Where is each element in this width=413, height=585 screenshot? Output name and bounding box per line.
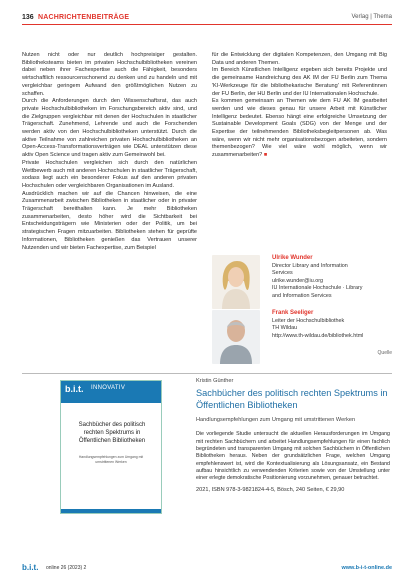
page-number: 136: [22, 14, 34, 21]
paragraph-text: Es kommen gemeinsam an Themen wie dem FU AK IM gearbeitet werden und wie dieses genau für unsere Arbeit mit Künstlicher Intelligenz bedeutet. Ebenso hängt eine erfolgreiche Umsetzung der Sustainable Development Goals (SDG) von der Menge und der Expertise der teilnehmenden Bibliotheksbegleitpersonen ab. Was wäre, wenn wir nicht mehr organisationsbezogen arbeiteten, sondern themenbezogen? Wie viel wäre wohl möglich, wenn wir zusammenarbeiten?: [212, 98, 387, 159]
paragraph: Private Hochschulen vergleichen sich durch den natürlichen Wettbewerb auch mit anderen Hochschulen in staatlicher Trägerschaft, sodass liegt auch ein besonderer Fokus auf den anderen privaten Hochschulen oder vergleichbaren Organisationen im Ausland.: [22, 159, 197, 189]
author-line: IU Internationale Hochschule · Library: [272, 285, 363, 292]
paragraph: Nutzen nicht oder nur deutlich hochpreisiger gestalten. Bibliotheksteams bieten im privaten Hochschulbibliotheken vereinen dabei neben ihrer Fachexpertise auch die Fähigkeit, besonders wirtschaftlich ressourcenschonend zu denken und zu handeln und mit vergleichbar geringem Aufwand den größtmöglichen Nutzen zu schaffen.: [22, 52, 197, 97]
header-rule: [22, 24, 392, 25]
paragraph: für die Entwicklung der digitalen Kompetenzen, den Umgang mit Big Data und anderen Themen.: [212, 52, 387, 66]
author-line: and Information Services: [272, 292, 332, 299]
cover-series: INNOVATIV: [91, 385, 126, 391]
review-author: Kristin Günther: [196, 378, 234, 384]
author-email: ulrike.wunder@iu.org: [272, 277, 324, 284]
author-info: [272, 255, 392, 301]
section-divider: [22, 373, 392, 374]
author-line: Director Library and Information: [272, 262, 348, 269]
section-title: NACHRICHTENBEITRÄGE: [38, 14, 130, 21]
author-info: [272, 310, 392, 340]
footer-logo: b.i.t.: [22, 563, 39, 572]
author-line: TH Wildau: [272, 325, 298, 332]
author-block-seeliger: [212, 310, 392, 370]
author-name: Frank Seeliger: [272, 310, 314, 316]
header-right-label: Verlag | Thema: [351, 14, 392, 20]
right-text-column: [212, 52, 387, 160]
author-url[interactable]: http://www.th-wildau.de/bibliothek.html: [272, 332, 364, 339]
end-mark: ■: [263, 152, 268, 159]
footer-url[interactable]: www.b-i-t-online.de: [341, 565, 392, 571]
cover-subtitle: Handlungsempfehlungen zum Umgang mit umstrittenen Werken: [78, 455, 144, 464]
author-name: Ulrike Wunder: [272, 255, 313, 261]
author-photo: [212, 310, 260, 364]
paragraph: Ausdrücklich machen wir auf die Chancen hinweisen, die eine Zusammenarbeit zwischen Bibliotheken in staatlicher oder in privater Trägerschaft bereithalten kann. Je mehr Bibliotheken zusammenarbeiten, desto höher wird die Sichtbarkeit bei Entscheidungsträgern wie Ministerien oder der Politik, um bei strategischen Fragen mitzuarbeiten. Bibliotheken stehen für geprüfte Informationen, Bibliotheken genießen das Vertrauen unserer Nutzenden und wir bieten Fachexpertise, zum Beispiel: [22, 190, 197, 251]
left-text-column: [22, 52, 197, 252]
footer-issue: online 26 (2023) 2: [46, 565, 87, 571]
author-line: Services: [272, 270, 293, 277]
book-review: [196, 378, 390, 495]
review-body: Die vorliegende Studie untersucht die aktuellen Herausforderungen im Umgang mit rechten Sachbüchern und arbeitet Handlungsempfehlungen für einen fachlich begründeten und transparenten Umgang mit solchen Sachbüchern in Öffentlichen Bibliotheken heraus. Neben der grundsätzlichen Frage, welchen Umgang empfehlenswert ist, wird die Kontextualisierung als Lösungsansatz, ein Bestand aufbau hinsichtlich zu verwendenden Kriterien sowie von der Umstellung unter einer erlegte demokratische Positionierung vorzunehmen, genauer betrachtet.: [196, 431, 390, 482]
review-bibliography: 2021, ISBN 978-3-9821824-4-5, Bösch, 240 Seiten, € 29,90: [196, 487, 345, 494]
paragraph: Im Bereich Künstlichen Intelligenz ergeben sich bereits Projekte und die gemeinsame Handreichung des AK IM der FU Berlin zum Thema 'KI-Werkzeuge für die bibliothekarische Beratung' mit Referentinnen der FU Berlin, der HU Berlin und der IU Internationalen Hochschule.: [212, 67, 387, 97]
review-subtitle: Handlungsempfehlungen zum Umgang mit umstrittenen Werken: [196, 417, 356, 423]
review-title: Sachbücher des politisch rechten Spektrums in Öffentlichen Bibliotheken: [196, 388, 388, 410]
cover-brand: b.i.t.: [65, 384, 84, 394]
author-line: Leiter der Hochschulbibliothek: [272, 317, 345, 324]
author-block-wunder: [212, 255, 392, 315]
cover-title: Sachbücher des politisch rechten Spektrums in Öffentlichen Bibliotheken: [78, 422, 146, 444]
sources-label: Quelle: [377, 350, 392, 356]
portrait-woman-icon: [212, 255, 260, 309]
paragraph: Durch die Anforderungen durch den Wissenschaftsrat, das auch private Hochschulbibliotheken im Forschungsbereich aktiv sind, und die Zielgruppen vergleichbar mit denen der Hochschulen in staatlicher Trägerschaft. Zunehmend, Lehrende und auch die Forschenden werden aktiv von den Hochschulbibliotheken unterstützt. Durch die aktive Teilnahme von zahlreichen privaten Hochschulbibliotheken an Open-Access-Transformationsverträgen wie DEAL unterstützen diese aktiv Open Science und tragen aktiv zum Gemeinwohl bei.: [22, 98, 197, 159]
book-cover: [60, 380, 162, 514]
portrait-man-icon: [212, 310, 260, 364]
paragraph: [212, 98, 387, 160]
author-photo: [212, 255, 260, 309]
cover-bottom-bar: [61, 509, 161, 513]
page-footer: [22, 563, 392, 575]
